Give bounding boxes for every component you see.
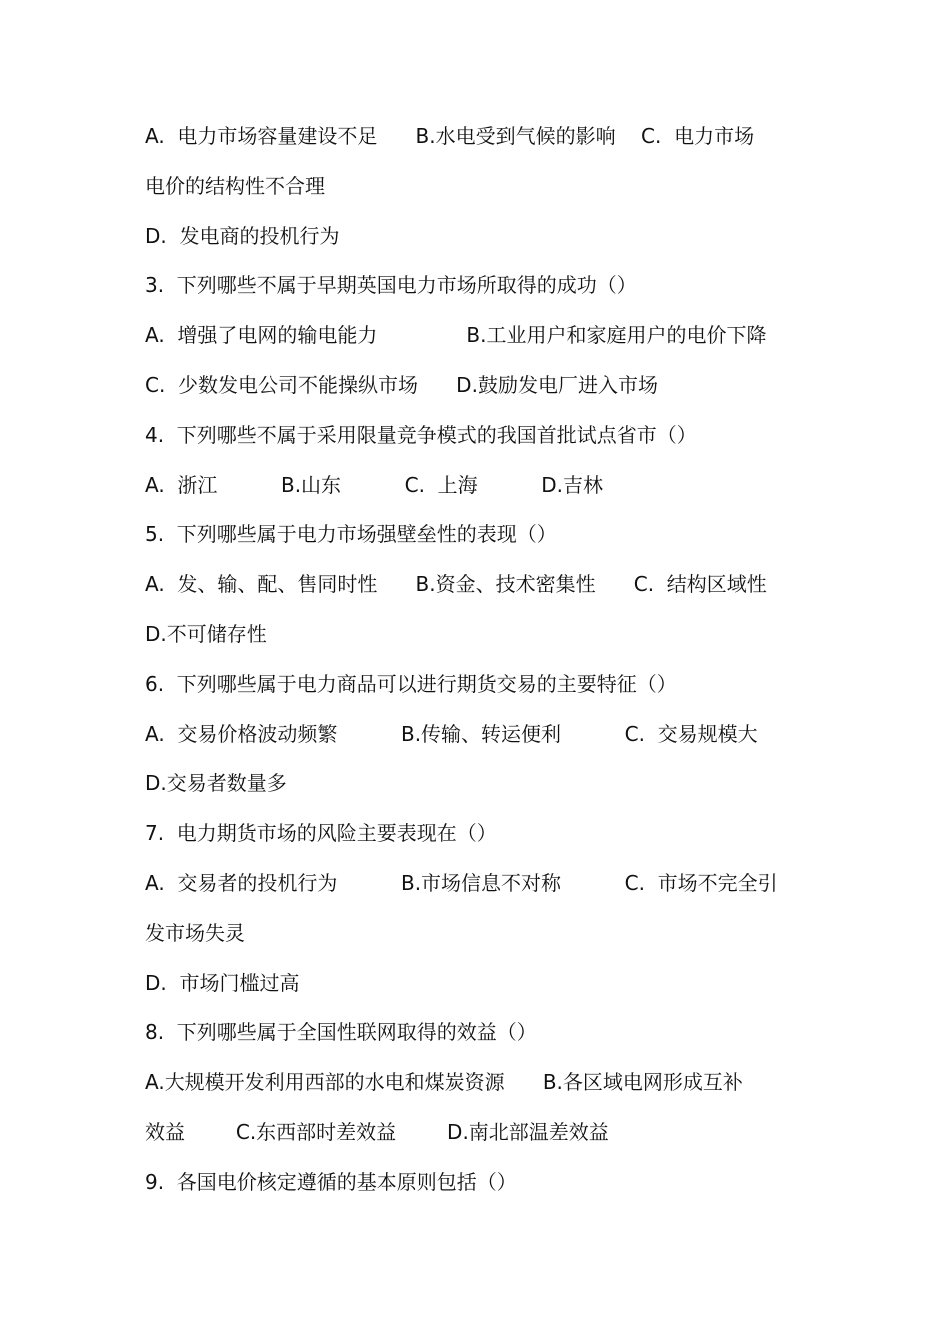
question-8-options-line: A.大规模开发利用西部的水电和煤炭资源 B.各区域电网形成互补 [145,1070,743,1095]
answer-options-line: A. 电力市场容量建设不足 B.水电受到气候的影响 C. 电力市场 [145,124,755,148]
question-3-options-line: A. 增强了电网的输电能力 B.工业用户和家庭用户的电价下降 [145,323,767,348]
question-3-options-line: C. 少数发电公司不能操纵市场 D.鼓励发电厂进入市场 [145,372,658,397]
question-6-options-line: D.交易者数量多 [145,771,287,796]
question-7-options-line: A. 交易者的投机行为 B.市场信息不对称 C. 市场不完全引 [145,870,778,895]
question-4-options-line: A. 浙江 B.山东 C. 上海 D.吉林 [145,472,603,497]
question-7-options-continuation: 发市场失灵 [145,920,245,945]
question-5: 5. 下列哪些属于电力市场强壁垒性的表现（） [145,522,557,547]
answer-options-continuation: 电价的结构性不合理 [145,173,325,198]
question-7-options-line: D. 市场门槛过高 [145,970,300,995]
question-6: 6. 下列哪些属于电力商品可以进行期货交易的主要特征（） [145,671,677,696]
answer-option-line: D. 发电商的投机行为 [145,223,340,248]
question-8: 8. 下列哪些属于全国性联网取得的效益（） [145,1020,537,1045]
question-4: 4. 下列哪些不属于采用限量竞争模式的我国首批试点省市（） [145,422,697,447]
question-8-options-line: 效益 C.东西部时差效益 D.南北部温差效益 [145,1119,609,1144]
question-9: 9. 各国电价核定遵循的基本原则包括（） [145,1169,517,1194]
question-7: 7. 电力期货市场的风险主要表现在（） [145,821,497,846]
question-3: 3. 下列哪些不属于早期英国电力市场所取得的成功（） [145,273,637,298]
question-text-block [145,112,815,1208]
question-6-options-line: A. 交易价格波动频繁 B.传输、转运便利 C. 交易规模大 [145,721,758,746]
question-5-options-line: D.不可储存性 [145,621,267,646]
question-5-options-line: A. 发、输、配、售同时性 B.资金、技术密集性 C. 结构区域性 [145,572,767,597]
